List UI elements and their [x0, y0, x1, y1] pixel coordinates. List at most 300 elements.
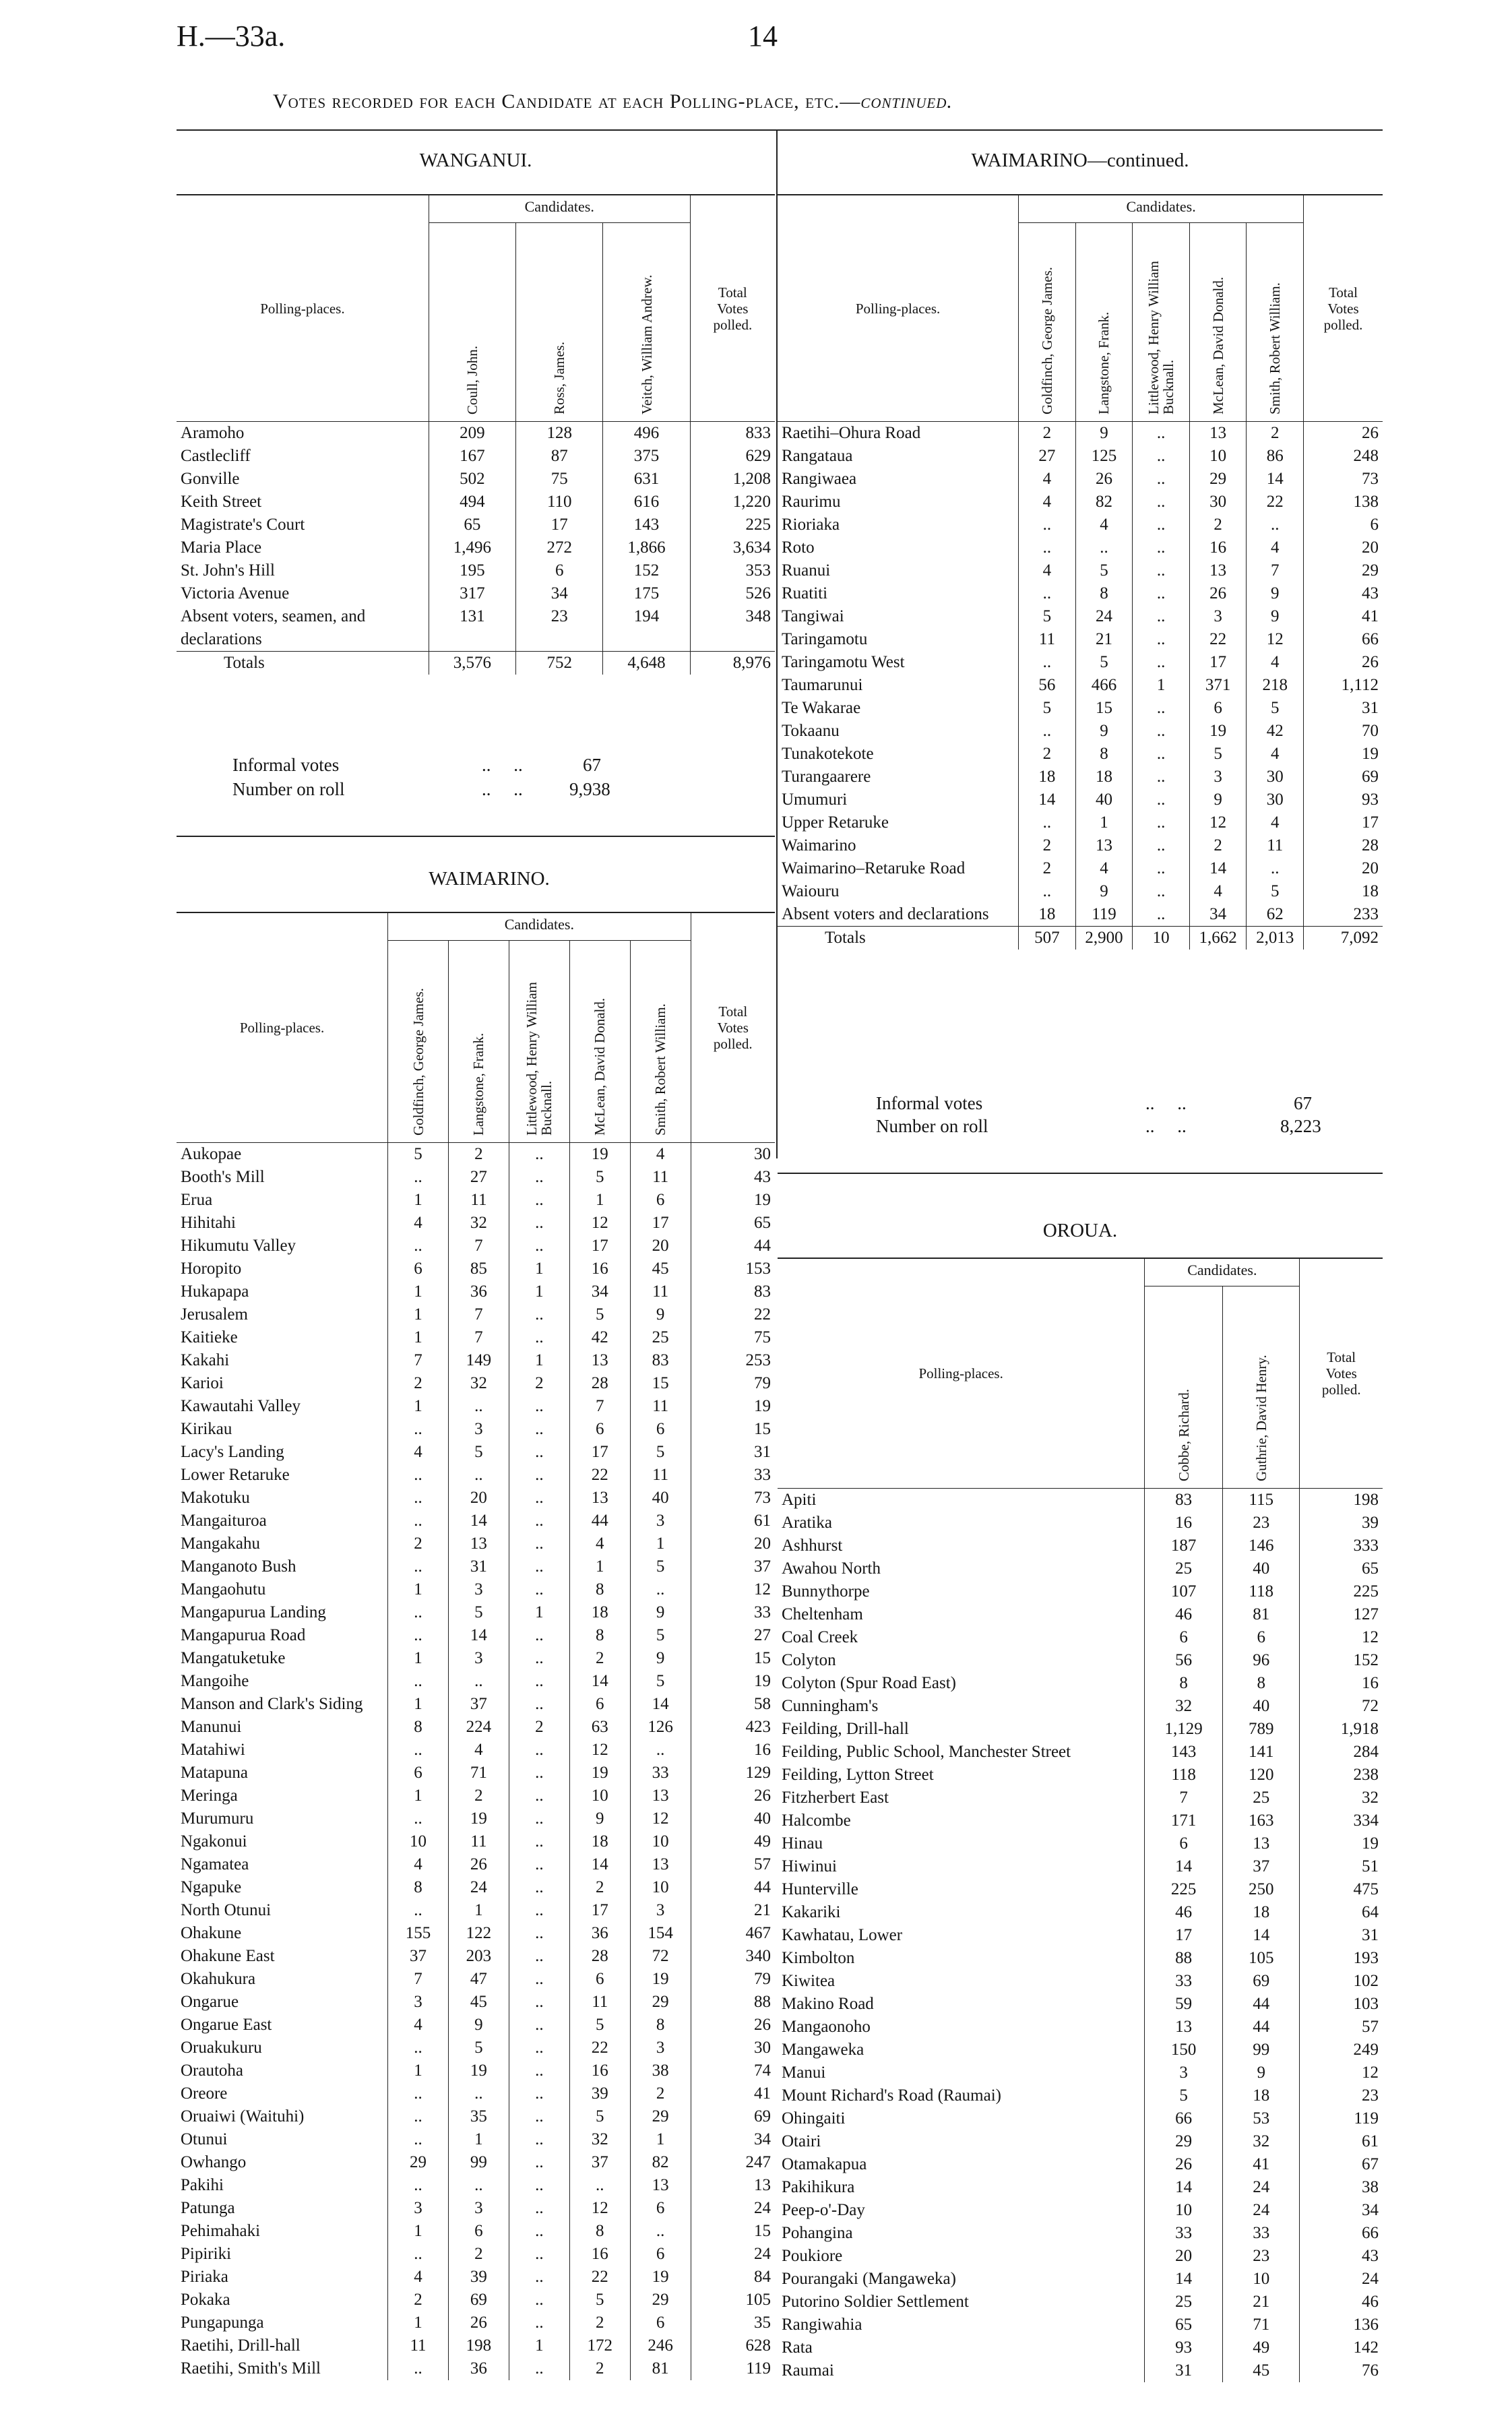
- waimarino-cand-1: Langstone, Frank.: [448, 941, 509, 1143]
- oroua-votes: 46: [1145, 1901, 1223, 1924]
- waimarino-votes: ..: [509, 2037, 569, 2059]
- waimarino-place: Mangapurua Road: [181, 1626, 306, 1644]
- waimarino-votes: 6: [569, 1693, 630, 1716]
- oroua-place: Kiwitea: [782, 1972, 836, 1990]
- oroua-votes: 10: [1223, 2268, 1300, 2291]
- waimarino-votes: 9: [630, 1601, 691, 1624]
- oroua-votes: 6: [1223, 1626, 1300, 1649]
- waimarino-votes: 1: [388, 2220, 449, 2243]
- oroua-row: [778, 1534, 1383, 1557]
- waimarino-total: 58: [691, 1693, 775, 1716]
- waimarino-votes: 99: [448, 2151, 509, 2174]
- waimarino-cont-votes: 14: [1019, 788, 1076, 811]
- oroua-row: [778, 1878, 1383, 1901]
- waimarino-votes: 6: [569, 1418, 630, 1441]
- wanganui-votes: 6: [516, 559, 603, 582]
- waimarino-cont-votes: 5: [1189, 743, 1247, 766]
- waimarino-votes: 11: [630, 1166, 691, 1189]
- waimarino-votes: 39: [448, 2266, 509, 2289]
- waimarino-votes: 6: [388, 1258, 449, 1280]
- oroua-total: 72: [1300, 1695, 1383, 1718]
- waimarino-cont-place: Te Wakarae: [782, 699, 861, 717]
- waimarino-votes: 40: [630, 1487, 691, 1510]
- waimarino-cont-votes: 4: [1075, 857, 1133, 880]
- waimarino-votes: 5: [448, 1601, 509, 1624]
- waimarino-votes: 37: [569, 2151, 630, 2174]
- waimarino-votes: 6: [630, 2312, 691, 2334]
- waimarino-votes: 7: [569, 1395, 630, 1418]
- waimarino-cont-place: Turangaarere: [782, 768, 871, 786]
- waimarino-votes: 28: [569, 1372, 630, 1395]
- waimarino-row: [177, 1716, 775, 1739]
- waimarino-votes: 28: [569, 1945, 630, 1968]
- waimarino-cont-votes: ..: [1133, 491, 1190, 514]
- waimarino-row: [177, 1578, 775, 1601]
- waimarino-row: [177, 1532, 775, 1555]
- oroua-total: 119: [1300, 2107, 1383, 2130]
- wanganui-totals-value: 8,976: [690, 652, 775, 675]
- waimarino-cont-total: 6: [1304, 514, 1383, 536]
- waimarino-total: 33: [691, 1464, 775, 1487]
- waimarino-total: 12: [691, 1578, 775, 1601]
- wanganui-votes: 209: [429, 422, 515, 445]
- waimarino-total: 16: [691, 1739, 775, 1762]
- oroua-votes: 107: [1145, 1580, 1223, 1603]
- waimarino-votes: ..: [509, 1647, 569, 1670]
- waimarino-votes: 5: [630, 1670, 691, 1693]
- waimarino-votes: ..: [388, 2243, 449, 2266]
- waimarino-cand-2: Littlewood, Henry William Bucknall.: [509, 941, 569, 1143]
- waimarino-cont-votes: ..: [1133, 422, 1190, 445]
- wanganui-cand-0: Coull, John.: [429, 223, 515, 422]
- waimarino-cont-votes: 86: [1247, 445, 1304, 468]
- oroua-votes: 56: [1145, 1649, 1223, 1672]
- waimarino-cont-votes: ..: [1133, 743, 1190, 766]
- waimarino-votes: ..: [630, 1739, 691, 1762]
- oroua-place: Feilding, Lytton Street: [782, 1766, 934, 1784]
- oroua-place: Otairi: [782, 2132, 821, 2150]
- waimarino-cont-row: [778, 422, 1383, 445]
- waimarino-votes: ..: [509, 1693, 569, 1716]
- waimarino-total: 34: [691, 2128, 775, 2151]
- waimarino-cont-votes: 26: [1189, 582, 1247, 605]
- waimarino-cont-votes: ..: [1133, 445, 1190, 468]
- waimarino-votes: ..: [509, 1670, 569, 1693]
- waimarino-place: Aukopae: [181, 1145, 242, 1163]
- waimarino-cont-votes: ..: [1019, 720, 1076, 743]
- waimarino-cont-votes: 9: [1075, 720, 1133, 743]
- oroua-votes: 8: [1223, 1672, 1300, 1695]
- waimarino-votes: 14: [448, 1510, 509, 1532]
- oroua-votes: 171: [1145, 1809, 1223, 1832]
- oroua-row: [778, 2084, 1383, 2107]
- oroua-votes: 25: [1145, 2291, 1223, 2314]
- waimarino-cont-total: 20: [1304, 536, 1383, 559]
- waimarino-total: 41: [691, 2082, 775, 2105]
- waimarino-votes: ..: [388, 1624, 449, 1647]
- waimarino-cont-cand-1: Langstone, Frank.: [1075, 223, 1133, 422]
- waimarino-votes: 18: [569, 1601, 630, 1624]
- waimarino-cont-votes: 4: [1019, 468, 1076, 491]
- waimarino-totals-value: 507: [1019, 927, 1076, 950]
- waimarino-votes: 11: [448, 1189, 509, 1212]
- waimarino-cont-row: [778, 582, 1383, 605]
- waimarino-cont-row: [778, 536, 1383, 559]
- waimarino-votes: 5: [569, 2014, 630, 2037]
- waimarino-votes: 5: [569, 2289, 630, 2312]
- waimarino-cont-total: 248: [1304, 445, 1383, 468]
- waimarino-total: 628: [691, 2334, 775, 2357]
- waimarino-votes: 11: [630, 1464, 691, 1487]
- waimarino-cont-place: Rangiwaea: [782, 470, 857, 488]
- waimarino-votes: 42: [569, 1326, 630, 1349]
- waimarino-cont-row: [778, 605, 1383, 628]
- oroua-row: [778, 2039, 1383, 2061]
- title-continued: continued.: [860, 90, 953, 113]
- waimarino-votes: 17: [569, 1235, 630, 1258]
- waimarino-cont-votes: 2: [1019, 422, 1076, 445]
- waimarino-totals-label: Totals: [778, 927, 1019, 950]
- wanganui-row: [177, 422, 775, 445]
- oroua-place: Coal Creek: [782, 1628, 858, 1646]
- waimarino-votes: 25: [630, 1326, 691, 1349]
- wanganui-totals-value: 3,576: [429, 652, 515, 675]
- waimarino-votes: 12: [569, 1739, 630, 1762]
- waimarino-row: [177, 1280, 775, 1303]
- wanganui-heading: WANGANUI.: [419, 150, 532, 171]
- oroua-row: [778, 1557, 1383, 1580]
- oroua-votes: 18: [1223, 1901, 1300, 1924]
- waimarino-row: [177, 2059, 775, 2082]
- waimarino-pp-header: Polling-places.: [177, 913, 388, 1143]
- oroua-votes: 141: [1223, 1741, 1300, 1764]
- waimarino-cont-votes: ..: [1133, 720, 1190, 743]
- wanganui-totals-value: 4,648: [603, 652, 690, 675]
- waimarino-total: 119: [691, 2357, 775, 2380]
- waimarino-votes: 32: [448, 1372, 509, 1395]
- oroua-row: [778, 1947, 1383, 1970]
- waimarino-place: Booth's Mill: [181, 1168, 265, 1186]
- waimarino-votes: ..: [509, 2014, 569, 2037]
- waimarino-votes: 19: [630, 1968, 691, 1991]
- waimarino-place: Kawautahi Valley: [181, 1397, 301, 1415]
- waimarino-votes: ..: [509, 2289, 569, 2312]
- wanganui-votes: 65: [429, 514, 515, 536]
- waimarino-row: [177, 2082, 775, 2105]
- oroua-place: Hunterville: [782, 1880, 858, 1898]
- waimarino-cont-row: [778, 880, 1383, 903]
- waimarino-cont-place: Tunakotekote: [782, 745, 874, 763]
- waimarino-votes: ..: [388, 1739, 449, 1762]
- waimarino-cont-row: [778, 628, 1383, 651]
- waimarino-row: [177, 1830, 775, 1853]
- waimarino-votes: 20: [630, 1235, 691, 1258]
- waimarino-cont-votes: ..: [1133, 857, 1190, 880]
- wanganui-row: [177, 468, 775, 491]
- waimarino-votes: 10: [569, 1785, 630, 1807]
- waimarino-total: 20: [691, 1532, 775, 1555]
- waimarino-cont-row: [778, 766, 1383, 788]
- waimarino-cont-votes: ..: [1133, 559, 1190, 582]
- waimarino-cont-total: 69: [1304, 766, 1383, 788]
- waimarino-votes: 5: [569, 1303, 630, 1326]
- waimarino-votes: 149: [448, 1349, 509, 1372]
- wanganui-place: Maria Place: [181, 538, 262, 557]
- wanganui-totals-label: Totals: [177, 652, 429, 675]
- waimarino-place: Ngapuke: [181, 1878, 242, 1896]
- oroua-total: 66: [1300, 2222, 1383, 2245]
- oroua-place: Kakariki: [782, 1903, 841, 1921]
- waimarino-place: Mangaituroa: [181, 1512, 267, 1530]
- waimarino-cont-place: Umumuri: [782, 790, 848, 809]
- oroua-votes: 250: [1223, 1878, 1300, 1901]
- waimarino-votes: 45: [448, 1991, 509, 2014]
- wanganui-votes: 75: [516, 468, 603, 491]
- waimarino-votes: 8: [569, 1578, 630, 1601]
- oroua-total: 38: [1300, 2176, 1383, 2199]
- waimarino-total: 40: [691, 1807, 775, 1830]
- waimarino-votes: ..: [388, 2082, 449, 2105]
- waimarino-cont-heading: WAIMARINO—continued.: [971, 150, 1189, 171]
- waimarino-cont-votes: 8: [1075, 582, 1133, 605]
- waimarino-cont-votes: 15: [1075, 697, 1133, 720]
- oroua-total: 284: [1300, 1741, 1383, 1764]
- oroua-row: [778, 2176, 1383, 2199]
- waimarino-votes: ..: [509, 1899, 569, 1922]
- waimarino-cont-votes: 62: [1247, 903, 1304, 927]
- waimarino-votes: ..: [388, 2105, 449, 2128]
- waimarino-votes: ..: [509, 2082, 569, 2105]
- waimarino-row: [177, 2220, 775, 2243]
- waimarino-votes: 5: [448, 2037, 509, 2059]
- oroua-place: Hiwinui: [782, 1857, 837, 1875]
- waimarino-row: [177, 1853, 775, 1876]
- waimarino-cont-votes: 2: [1189, 514, 1247, 536]
- oroua-place: Halcombe: [782, 1811, 851, 1830]
- waimarino-votes: 6: [448, 2220, 509, 2243]
- oroua-place: Fitzherbert East: [782, 1789, 889, 1807]
- oroua-row: [778, 1993, 1383, 2016]
- oroua-place: Mangaonoho: [782, 2018, 871, 2036]
- waimarino-votes: ..: [509, 1785, 569, 1807]
- waimarino-place: Oreore: [181, 2084, 228, 2103]
- oroua-place: Pohangina: [782, 2224, 853, 2242]
- waimarino-cont-total: 73: [1304, 468, 1383, 491]
- oroua-total: 32: [1300, 1787, 1383, 1809]
- waimarino-votes: 19: [448, 1807, 509, 1830]
- waimarino-votes: 19: [569, 1762, 630, 1785]
- waimarino-cont-votes: 26: [1075, 468, 1133, 491]
- waimarino-cont-row: [778, 811, 1383, 834]
- waimarino-votes: 1: [388, 1647, 449, 1670]
- oroua-table-wrap: [778, 1259, 1383, 2382]
- wanganui-table: [177, 195, 775, 675]
- waimarino-cont-votes: ..: [1133, 628, 1190, 651]
- oroua-votes: 37: [1223, 1855, 1300, 1878]
- oroua-row: [778, 2336, 1383, 2359]
- waimarino-row: [177, 1258, 775, 1280]
- waimarino-cont-votes: 34: [1189, 903, 1247, 927]
- waimarino-row: [177, 1510, 775, 1532]
- oroua-votes: 8: [1145, 1672, 1223, 1695]
- oroua-votes: 187: [1145, 1534, 1223, 1557]
- waimarino-votes: 20: [448, 1487, 509, 1510]
- waimarino-cont-votes: 2: [1247, 422, 1304, 445]
- waimarino-votes: ..: [509, 2151, 569, 2174]
- wanganui-roll-label: Number on roll: [232, 779, 345, 799]
- waimarino-row: [177, 1189, 775, 1212]
- waimarino-votes: 1: [509, 2334, 569, 2357]
- wanganui-votes: 1,866: [603, 536, 690, 559]
- oroua-body: [778, 1489, 1383, 2383]
- waimarino-cont-votes: 2: [1019, 834, 1076, 857]
- waimarino-cand-4: Smith, Robert William.: [630, 941, 691, 1143]
- waimarino-cont-votes: ..: [1019, 811, 1076, 834]
- wanganui-row: [177, 536, 775, 559]
- oroua-row: [778, 2061, 1383, 2084]
- waimarino-cont-votes: 18: [1075, 766, 1133, 788]
- waimarino-row: [177, 2014, 775, 2037]
- oroua-votes: 32: [1145, 1695, 1223, 1718]
- oroua-row: [778, 2130, 1383, 2153]
- waimarino-cont-votes: 2: [1019, 743, 1076, 766]
- waimarino-total: 153: [691, 1258, 775, 1280]
- oroua-place: Mount Richard's Road (Raumai): [782, 2086, 1001, 2105]
- wanganui-roll: Number on roll .. .. 9,938: [232, 779, 610, 799]
- waimarino-cont-votes: 218: [1247, 674, 1304, 697]
- waimarino-votes: ..: [509, 1624, 569, 1647]
- waimarino-row: [177, 1762, 775, 1785]
- waimarino-cont-total: 233: [1304, 903, 1383, 927]
- waimarino-informal-value: 67: [1294, 1093, 1312, 1113]
- page-number: 14: [748, 20, 778, 53]
- wanganui-total: 225: [690, 514, 775, 536]
- waimarino-row: [177, 1464, 775, 1487]
- waimarino-cand-0: Goldfinch, George James.: [388, 941, 449, 1143]
- waimarino-row: [177, 1418, 775, 1441]
- waimarino-votes: 2: [388, 1372, 449, 1395]
- waimarino-cont-votes: 22: [1247, 491, 1304, 514]
- oroua-place: Bunnythorpe: [782, 1582, 870, 1601]
- waimarino-cont-total: 43: [1304, 582, 1383, 605]
- waimarino-cont-total: 26: [1304, 422, 1383, 445]
- waimarino-votes: 2: [569, 2357, 630, 2380]
- waimarino-place: Erua: [181, 1191, 213, 1209]
- waimarino-total: 30: [691, 2037, 775, 2059]
- wanganui-row: [177, 491, 775, 514]
- waimarino-cont-votes: ..: [1133, 880, 1190, 903]
- waimarino-votes: 3: [630, 1899, 691, 1922]
- waimarino-votes: 3: [630, 1510, 691, 1532]
- waimarino-votes: ..: [509, 2243, 569, 2266]
- wanganui-total: 353: [690, 559, 775, 582]
- oroua-votes: 13: [1223, 1832, 1300, 1855]
- waimarino-place: Hikumutu Valley: [181, 1237, 296, 1255]
- waimarino-votes: 19: [448, 2059, 509, 2082]
- waimarino-votes: ..: [509, 1166, 569, 1189]
- oroua-row: [778, 1626, 1383, 1649]
- waimarino-cont-votes: 7: [1247, 559, 1304, 582]
- waimarino-row: [177, 2174, 775, 2197]
- waimarino-votes: ..: [509, 1303, 569, 1326]
- waimarino-votes: 26: [448, 2312, 509, 2334]
- waimarino-votes: ..: [388, 2128, 449, 2151]
- waimarino-row: [177, 1785, 775, 1807]
- oroua-votes: 45: [1223, 2359, 1300, 2382]
- waimarino-roll-value: 8,223: [1280, 1116, 1321, 1136]
- waimarino-place: Horopito: [181, 1260, 242, 1278]
- waimarino-votes: ..: [388, 1807, 449, 1830]
- waimarino-votes: 13: [630, 1853, 691, 1876]
- waimarino-place: Ohakune East: [181, 1947, 275, 1965]
- waimarino-votes: ..: [509, 1487, 569, 1510]
- waimarino-votes: 16: [569, 1258, 630, 1280]
- waimarino-votes: 122: [448, 1922, 509, 1945]
- wanganui-votes: 502: [429, 468, 515, 491]
- oroua-place: Ashhurst: [782, 1537, 843, 1555]
- oroua-votes: 120: [1223, 1764, 1300, 1787]
- waimarino-cont-votes: 12: [1189, 811, 1247, 834]
- waimarino-cont-total: 66: [1304, 628, 1383, 651]
- waimarino-cont-total: 20: [1304, 857, 1383, 880]
- waimarino-place: Pakihi: [181, 2176, 224, 2194]
- waimarino-cont-votes: 5: [1019, 697, 1076, 720]
- wanganui-totals-row: [177, 652, 775, 675]
- waimarino-end-rule: [778, 1173, 1383, 1174]
- waimarino-votes: 2: [569, 1876, 630, 1899]
- waimarino-votes: ..: [509, 1235, 569, 1258]
- oroua-total: 57: [1300, 2016, 1383, 2039]
- waimarino-votes: 13: [448, 1532, 509, 1555]
- waimarino-cand-3: McLean, David Donald.: [569, 941, 630, 1143]
- waimarino-row: [177, 1899, 775, 1922]
- waimarino-votes: ..: [388, 2357, 449, 2380]
- oroua-row: [778, 1695, 1383, 1718]
- waimarino-votes: 9: [630, 1647, 691, 1670]
- waimarino-votes: 12: [630, 1807, 691, 1830]
- waimarino-votes: 2: [509, 1716, 569, 1739]
- waimarino-votes: 82: [630, 2151, 691, 2174]
- wanganui-row: [177, 582, 775, 605]
- waimarino-cont-place: Absent voters and declarations: [782, 905, 989, 923]
- waimarino-cont-votes: 42: [1247, 720, 1304, 743]
- waimarino-cont-votes: ..: [1133, 605, 1190, 628]
- waimarino-votes: ..: [509, 1762, 569, 1785]
- waimarino-votes: 155: [388, 1922, 449, 1945]
- oroua-row: [778, 2245, 1383, 2268]
- waimarino-cont-row: [778, 491, 1383, 514]
- wanganui-total: 3,634: [690, 536, 775, 559]
- wanganui-votes: 375: [603, 445, 690, 468]
- waimarino-votes: ..: [388, 1555, 449, 1578]
- oroua-votes: 115: [1223, 1489, 1300, 1512]
- waimarino-place: Lacy's Landing: [181, 1443, 284, 1461]
- oroua-place: Rata: [782, 2338, 813, 2357]
- waimarino-cont-place: Waimarino–Retaruke Road: [782, 859, 966, 877]
- waimarino-cont-total: 41: [1304, 605, 1383, 628]
- waimarino-votes: 1: [388, 1280, 449, 1303]
- oroua-row: [778, 2222, 1383, 2245]
- waimarino-row: [177, 2037, 775, 2059]
- oroua-votes: 96: [1223, 1649, 1300, 1672]
- oroua-row: [778, 1512, 1383, 1534]
- waimarino-votes: 4: [388, 1212, 449, 1235]
- waimarino-votes: 246: [630, 2334, 691, 2357]
- waimarino-cont-votes: 11: [1247, 834, 1304, 857]
- oroua-total: 51: [1300, 1855, 1383, 1878]
- waimarino-votes: ..: [509, 2266, 569, 2289]
- oroua-place: Pakihikura: [782, 2178, 855, 2196]
